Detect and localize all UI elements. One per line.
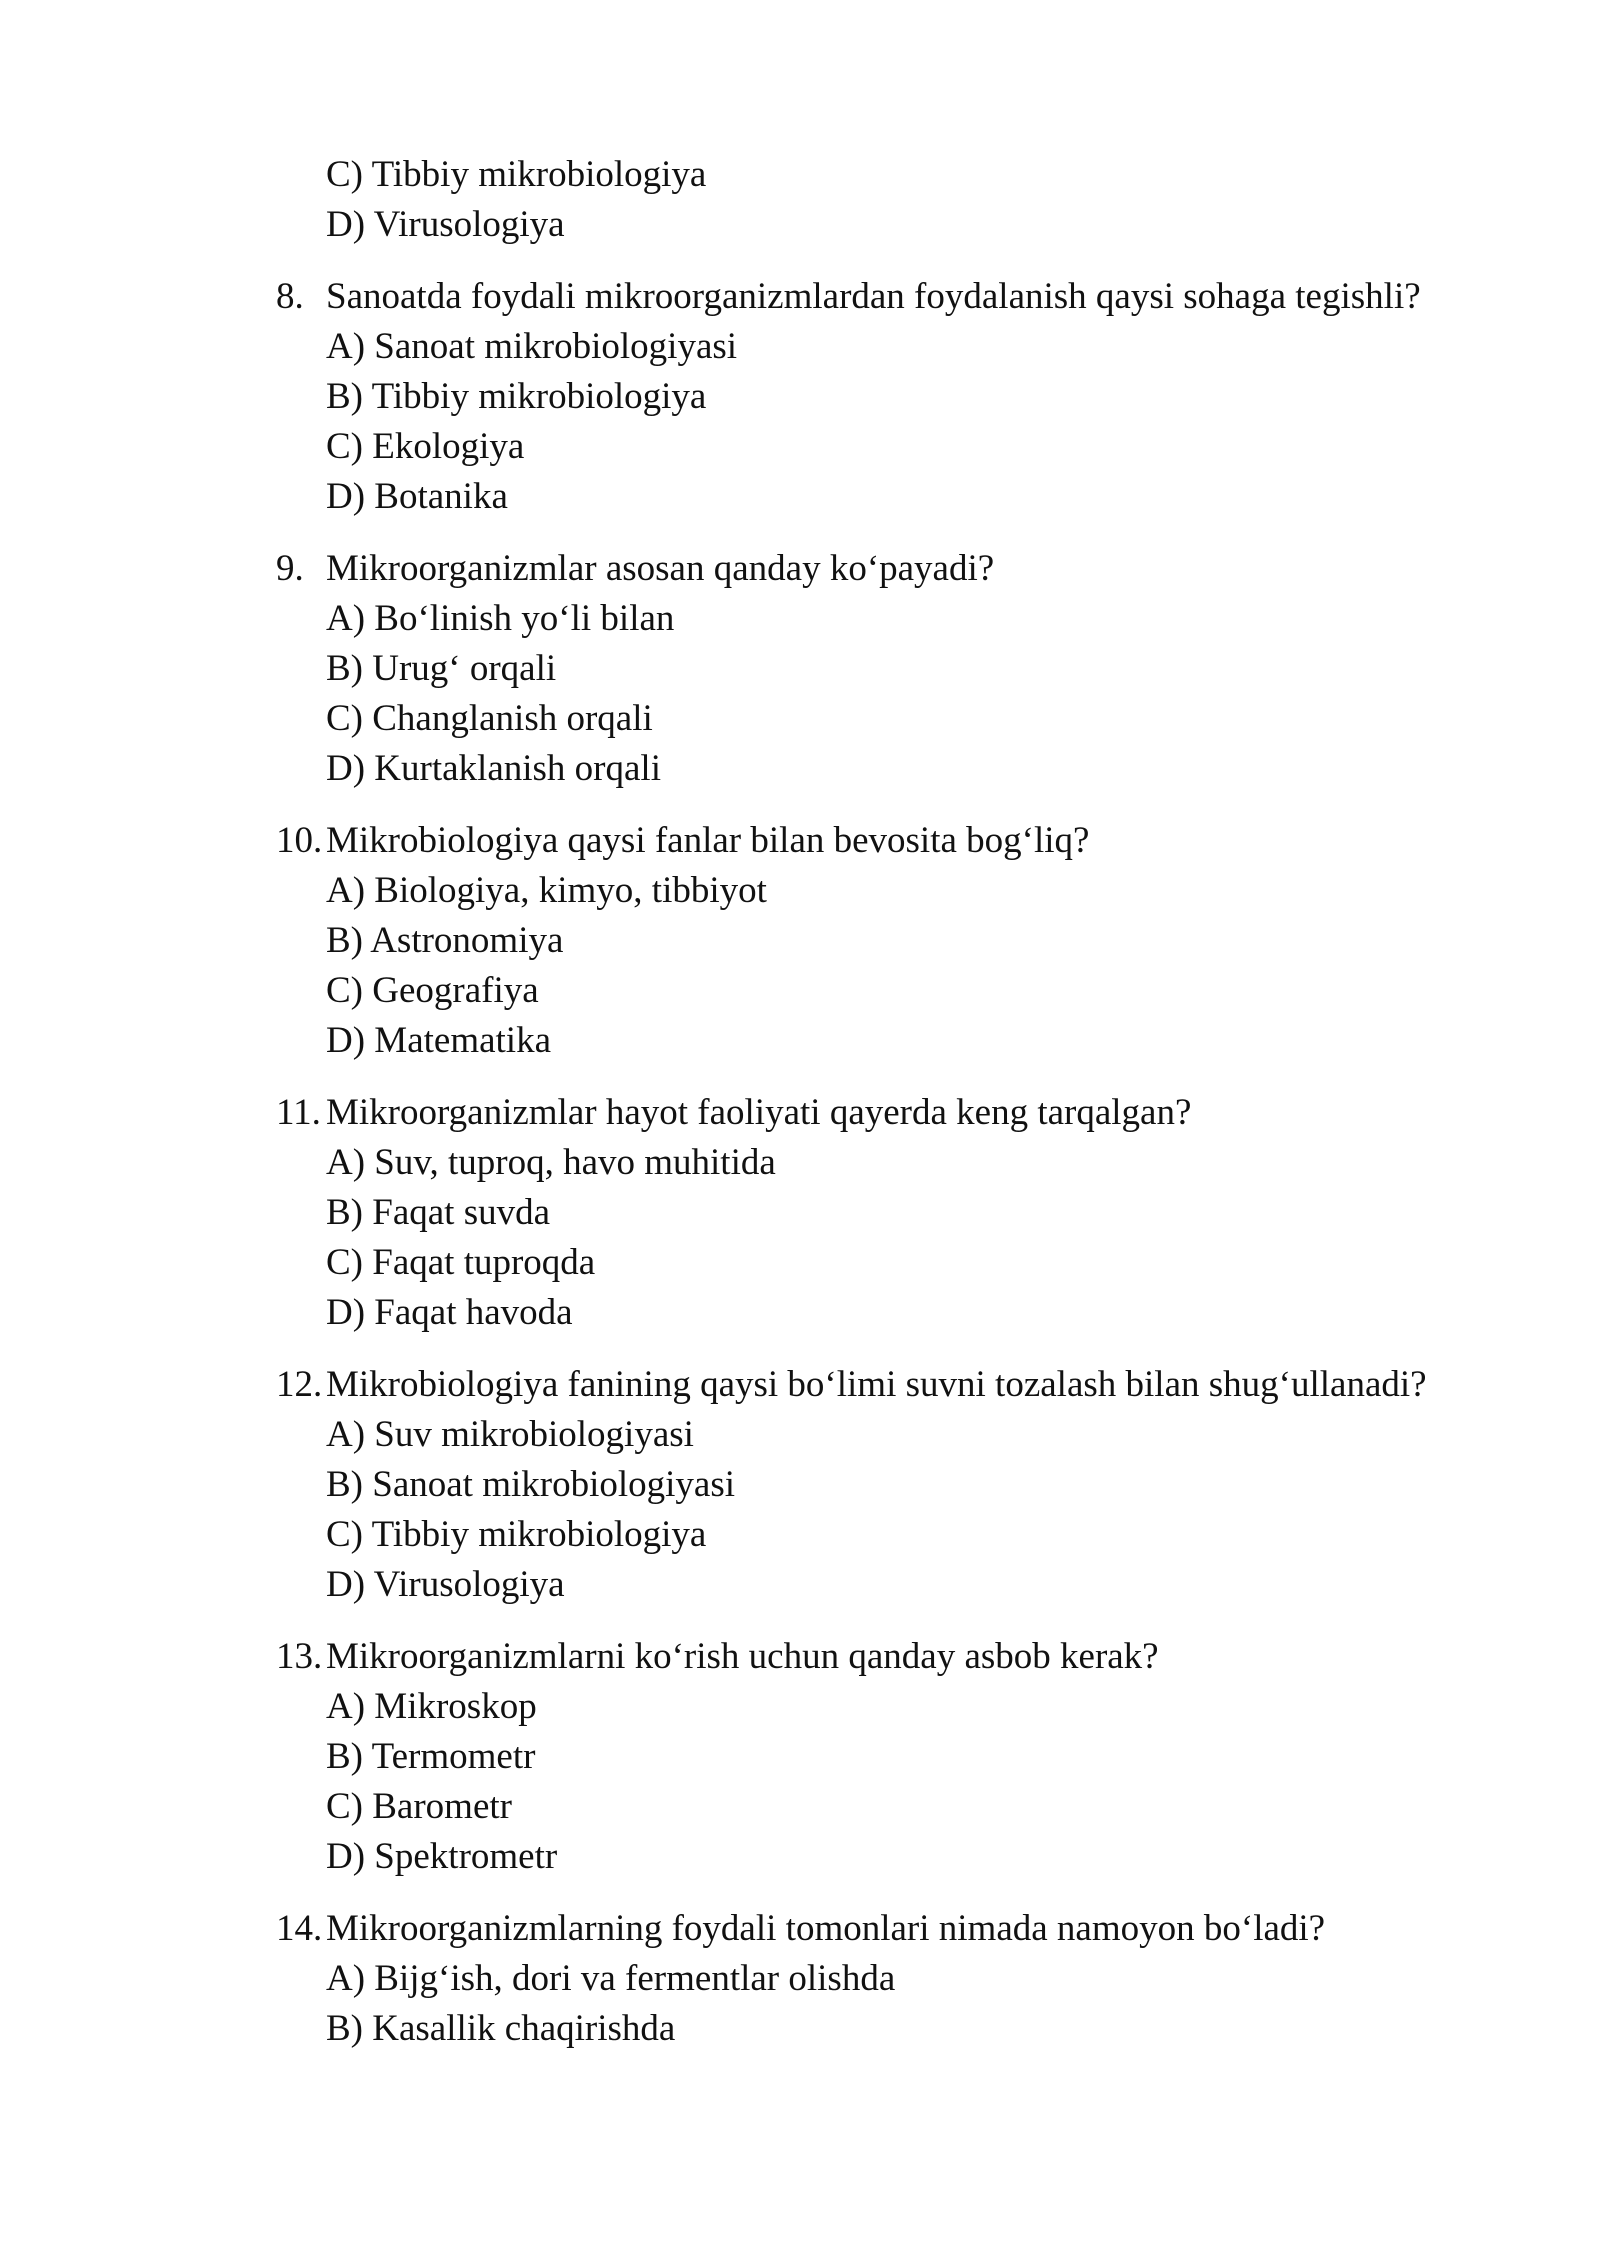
question-block (276, 272, 1476, 522)
question-block (276, 1904, 1476, 2054)
option: B) Sanoat mikrobiologiyasi (326, 1464, 736, 1505)
option: A) Mikroskop (326, 1686, 537, 1727)
question (276, 1088, 1476, 1138)
option: D) Virusologiya (326, 1564, 565, 1605)
question-block (276, 544, 1476, 794)
option: D) Spektrometr (326, 1836, 558, 1877)
option: C) Tibbiy mikrobiologiya (326, 154, 707, 195)
question (276, 1904, 1476, 1954)
question-number: 8. (276, 276, 304, 317)
option: A) Suv, tuproq, havo muhitida (326, 1142, 776, 1183)
option: A) Sanoat mikrobiologiyasi (326, 326, 738, 367)
question-text: Mikroorganizmlarning foydali tomonlari nimada namoyon bo‘ladi? (326, 1908, 1326, 1949)
question-number: 12. (276, 1364, 323, 1405)
question (276, 544, 1476, 594)
option: C) Geografiya (326, 970, 539, 1011)
option: D) Botanika (326, 476, 508, 517)
question-number: 13. (276, 1636, 323, 1677)
question-number: 14. (276, 1908, 323, 1949)
question-number: 11. (276, 1092, 321, 1133)
quiz-content (276, 150, 1476, 2054)
option: D) Matematika (326, 1020, 551, 1061)
question-number: 10. (276, 820, 323, 861)
question (276, 816, 1476, 866)
option: C) Barometr (326, 1786, 512, 1827)
option: B) Termometr (326, 1736, 536, 1777)
option: B) Faqat suvda (326, 1192, 551, 1233)
option: B) Astronomiya (326, 920, 564, 961)
option: B) Urug‘ orqali (326, 648, 557, 689)
question-text: Mikrobiologiya fanining qaysi bo‘limi suvni tozalash bilan shug‘ullanadi? (326, 1364, 1427, 1405)
option: C) Faqat tuproqda (326, 1242, 596, 1283)
question (276, 1632, 1476, 1682)
question-block (276, 1360, 1476, 1610)
option: C) Tibbiy mikrobiologiya (326, 1514, 707, 1555)
question (276, 1360, 1476, 1410)
option: B) Kasallik chaqirishda (326, 2008, 676, 2049)
question-text: Sanoatda foydali mikroorganizmlardan foydalanish qaysi sohaga tegishli? (326, 276, 1421, 317)
question-text: Mikroorganizmlar asosan qanday ko‘payadi? (326, 548, 995, 589)
option: C) Changlanish orqali (326, 698, 653, 739)
question-block (276, 1632, 1476, 1882)
question-text: Mikroorganizmlar hayot faoliyati qayerda keng tarqalgan? (326, 1092, 1192, 1133)
leading-options (276, 150, 1476, 250)
question-text: Mikroorganizmlarni ko‘rish uchun qanday asbob kerak? (326, 1636, 1159, 1677)
question-number: 9. (276, 548, 304, 589)
option: C) Ekologiya (326, 426, 525, 467)
option: A) Suv mikrobiologiyasi (326, 1414, 694, 1455)
option: D) Virusologiya (326, 204, 565, 245)
question-block (276, 816, 1476, 1066)
option: D) Kurtaklanish orqali (326, 748, 661, 789)
question-block (276, 1088, 1476, 1338)
option: D) Faqat havoda (326, 1292, 573, 1333)
question (276, 272, 1476, 322)
option: A) Bijg‘ish, dori va fermentlar olishda (326, 1958, 896, 1999)
question-text: Mikrobiologiya qaysi fanlar bilan bevosita bog‘liq? (326, 820, 1090, 861)
option: A) Bo‘linish yo‘li bilan (326, 598, 675, 639)
option: B) Tibbiy mikrobiologiya (326, 376, 707, 417)
option: A) Biologiya, kimyo, tibbiyot (326, 870, 767, 911)
